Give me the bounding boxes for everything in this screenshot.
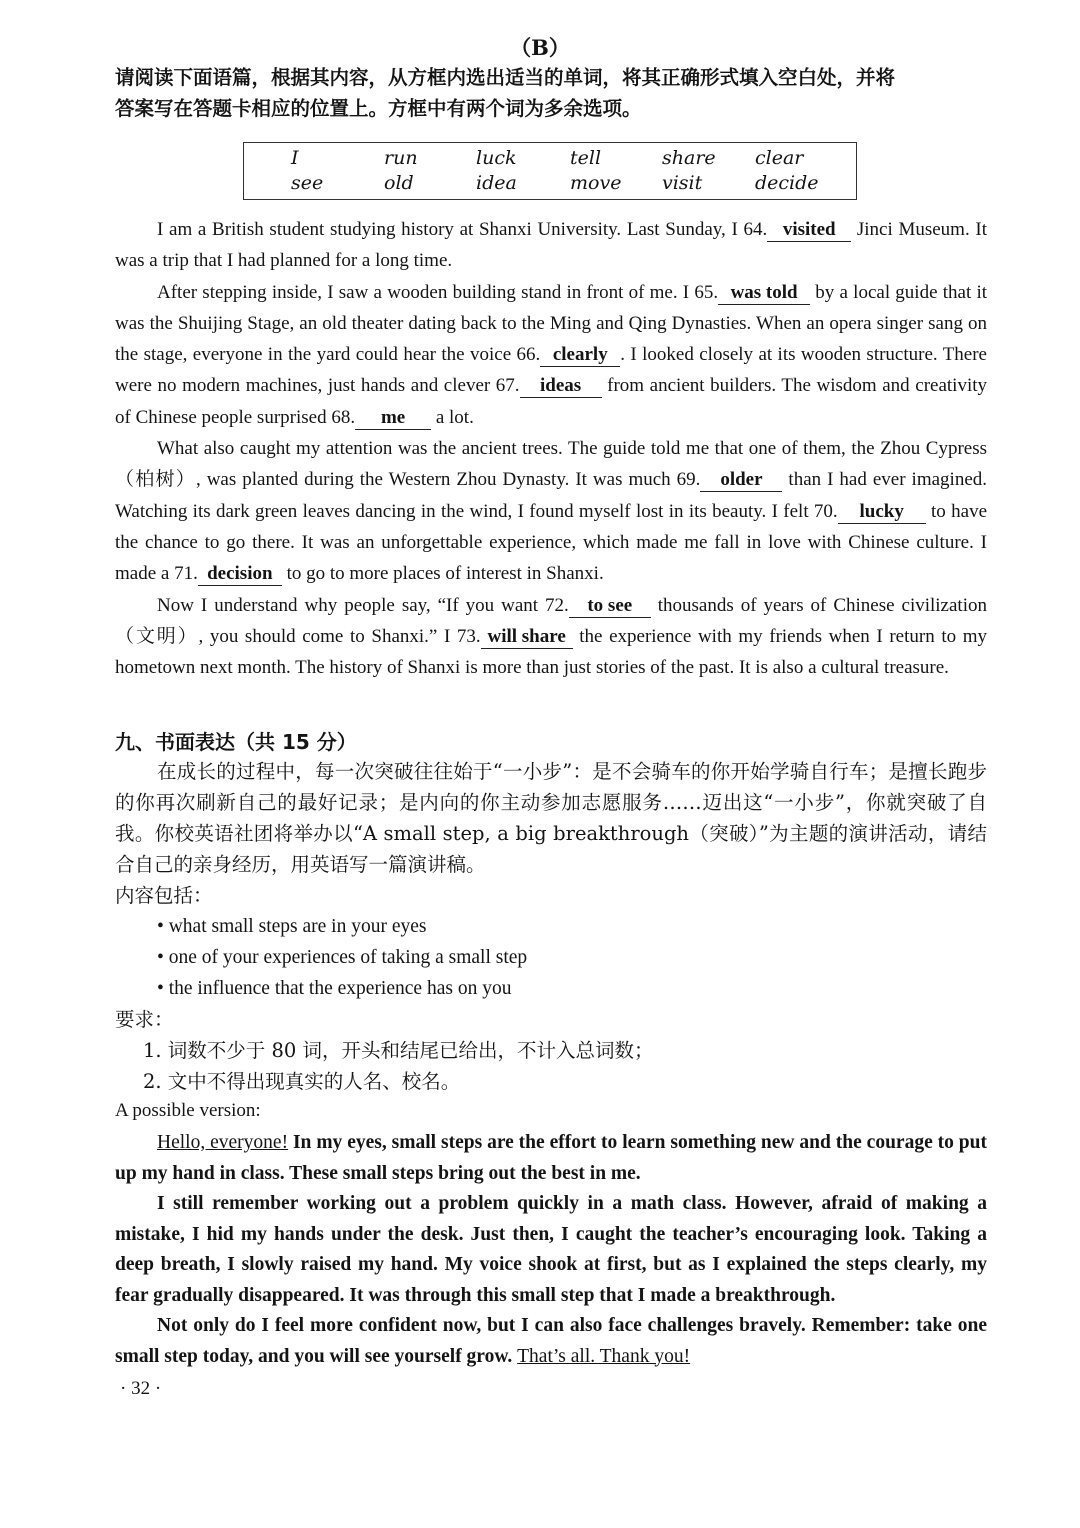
essay-text: Not only do I feel more confident now, but I can also face challenges bravely. Remember: take one small step today, and you will see yourself grow. xyxy=(115,1315,987,1367)
possible-version-label: A possible version: xyxy=(115,1100,261,1121)
page-number: · 32 · xyxy=(120,1378,162,1399)
passage-paragraph xyxy=(115,277,987,433)
word-box-item: clear xyxy=(755,147,804,169)
word-box-item: run xyxy=(384,147,418,169)
list-item: • what small steps are in your eyes xyxy=(115,911,987,942)
word-box-item: see xyxy=(291,172,324,194)
passage-text: . I looked closely at its wooden structure. There were no modern machines, just hands and clever 67. xyxy=(115,344,987,397)
instructions-line-1: 请阅读下面语篇，根据其内容，从方框内选出适当的单词，将其正确形式填入空白处，并将 xyxy=(115,66,896,89)
writing-section-title: 九、书面表达（共 15 分） xyxy=(115,730,357,754)
passage-text: Now I understand why people say, “If you want 72. xyxy=(157,594,569,616)
answer-71: decision xyxy=(198,563,282,586)
answer-73: will share xyxy=(481,626,573,649)
passage-text: Jinci Museum. It was a trip that I had planned for a long time. xyxy=(115,219,987,272)
word-box-item: luck xyxy=(476,147,517,169)
list-item: • one of your experiences of taking a small step xyxy=(115,942,987,973)
passage-text: a lot. xyxy=(431,406,474,428)
passage-text: I am a British student studying history at Shanxi University. Last Sunday, I 64. xyxy=(157,219,768,240)
essay-paragraph xyxy=(115,1128,987,1189)
word-box-item: old xyxy=(384,172,414,194)
writing-task xyxy=(115,756,987,1097)
content-label: 内容包括： xyxy=(115,884,213,907)
sample-essay xyxy=(115,1128,987,1372)
answer-69: older xyxy=(700,469,782,492)
answer-68: me xyxy=(355,407,431,430)
passage-text: What also caught my attention was the ancient trees. The guide told me that one of them, the Zhou Cypress（柏树）, was planted during the Western Zhou Dynasty. It was much 69. xyxy=(115,438,987,491)
passage-text: the experience with my friends when I return to my hometown next month. The history of Shanxi is more than just stories of the past. It is also a cultural treasure. xyxy=(115,625,987,679)
word-box xyxy=(243,142,857,200)
word-box-item: visit xyxy=(662,172,703,194)
word-box-item: share xyxy=(662,147,716,169)
essay-text: In my eyes, small steps are the effort to learn something new and the courage to put up my hand in class. These small steps bring out the best in me. xyxy=(115,1132,987,1184)
essay-opening: Hello, everyone! xyxy=(157,1132,289,1153)
answer-64: visited xyxy=(767,219,851,242)
passage-paragraph xyxy=(115,214,987,277)
instructions-line-2: 答案写在答题卡相应的位置上。方框中有两个词为多余选项。 xyxy=(115,97,642,120)
passage-text: thousands of years of Chinese civilization（文明）, you should come to Shanxi.” I 73. xyxy=(115,594,987,647)
word-box-item: decide xyxy=(755,172,819,194)
passage-paragraph xyxy=(115,590,987,684)
passage-text: to have the chance to go there. It was an unforgettable experience, which made me fall in love with Chinese culture. I made a 71. xyxy=(115,500,987,585)
word-box-item: move xyxy=(570,172,622,194)
essay-paragraph: I still remember working out a problem quickly in a math class. However, afraid of making a mistake, I hid my hands under the desk. Just then, I caught the teacher’s encouraging look. Taking a deep breath, I slowly raised my hand. My voice shook at first, but as I explained the steps clearly, my fear gradually disappeared. It was through this small step that I made a breakthrough. xyxy=(115,1193,987,1306)
section-heading: （B） xyxy=(510,35,570,60)
answer-70: lucky xyxy=(838,501,926,524)
essay-paragraph xyxy=(115,1311,987,1372)
passage-text: by a local guide that it was the Shuijing Stage, an old theater dating back to the Ming and Qing Dynasties. When an opera singer sang on the stage, everyone in the yard could hear the voice 66. xyxy=(115,281,987,366)
word-box-item: idea xyxy=(476,172,517,194)
content-list xyxy=(115,911,987,1004)
essay-closing: That’s all. Thank you! xyxy=(517,1345,691,1367)
passage-text: After stepping inside, I saw a wooden building stand in front of me. I 65. xyxy=(157,281,719,303)
passage-text: from ancient builders. The wisdom and creativity of Chinese people surprised 68. xyxy=(115,375,987,428)
answer-67: ideas xyxy=(520,375,602,398)
cloze-passage xyxy=(115,214,987,683)
requirement-item: 1. 词数不少于 80 词，开头和结尾已给出，不计入总词数； xyxy=(143,1039,654,1062)
word-box-item: tell xyxy=(570,147,602,169)
passage-paragraph xyxy=(115,433,987,589)
passage-text: than I had ever imagined. Watching its dark green leaves dancing in the wind, I found myself lost in its beauty. I felt 70. xyxy=(115,469,987,522)
word-box-item: I xyxy=(291,147,299,169)
answer-65: was told xyxy=(718,282,810,305)
answer-66: clearly xyxy=(540,344,620,367)
writing-prompt: 在成长的过程中，每一次突破往往始于“一小步”：是不会骑车的你开始学骑自行车；是擅长跑步的你再次刷新自己的最好记录；是内向的你主动参加志愿服务……迈出这“一小步”，你就突破了自我。你校英语社团将举办以“A small step, a big breakthrough（突破）”为主题的演讲活动，请结合自己的亲身经历，用英语写一篇演讲稿。 xyxy=(115,760,987,876)
requirements-label: 要求： xyxy=(115,1008,174,1031)
requirement-item: 2. 文中不得出现真实的人名、校名。 xyxy=(143,1070,461,1093)
list-item: • the influence that the experience has on you xyxy=(115,973,987,1004)
passage-text: to go to more places of interest in Shanxi. xyxy=(281,563,604,585)
answer-72: to see xyxy=(569,595,651,618)
